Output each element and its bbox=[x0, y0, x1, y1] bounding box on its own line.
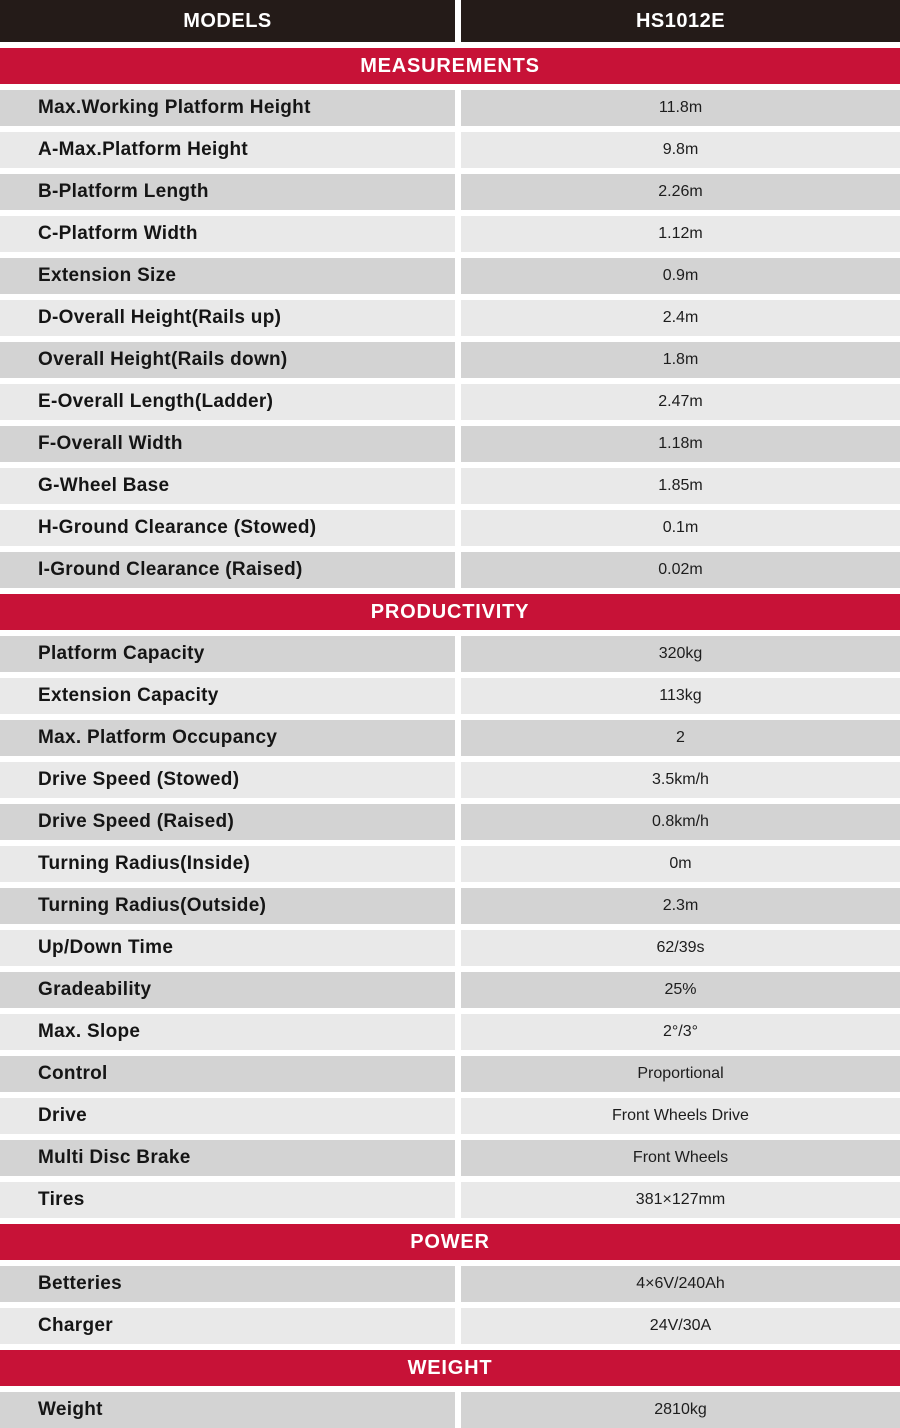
spec-label: Turning Radius(Outside) bbox=[0, 888, 455, 924]
section-title: MEASUREMENTS bbox=[360, 54, 540, 77]
spec-label: Max.Working Platform Height bbox=[0, 90, 455, 126]
spec-value: 25% bbox=[461, 972, 900, 1008]
spec-row bbox=[0, 90, 900, 126]
spec-value: 2.3m bbox=[461, 888, 900, 924]
section-title: PRODUCTIVITY bbox=[370, 600, 530, 623]
spec-label: Multi Disc Brake bbox=[0, 1140, 455, 1176]
spec-table-body bbox=[0, 48, 900, 1428]
spec-value: Front Wheels bbox=[461, 1140, 900, 1176]
spec-label: Overall Height(Rails down) bbox=[0, 342, 455, 378]
spec-label: C-Platform Width bbox=[0, 216, 455, 252]
section-title: POWER bbox=[410, 1230, 490, 1253]
spec-value: 24V/30A bbox=[461, 1308, 900, 1344]
spec-value: 9.8m bbox=[461, 132, 900, 168]
spec-value: 2810kg bbox=[461, 1392, 900, 1428]
spec-value: 2.4m bbox=[461, 300, 900, 336]
spec-row bbox=[0, 342, 900, 378]
spec-row bbox=[0, 804, 900, 840]
spec-value: 0.1m bbox=[461, 510, 900, 546]
spec-row bbox=[0, 1308, 900, 1344]
spec-row bbox=[0, 510, 900, 546]
spec-row bbox=[0, 1392, 900, 1428]
section-header-power bbox=[0, 1224, 900, 1260]
spec-row bbox=[0, 1140, 900, 1176]
spec-value: 320kg bbox=[461, 636, 900, 672]
section-header-productivity bbox=[0, 594, 900, 630]
spec-value: 4×6V/240Ah bbox=[461, 1266, 900, 1302]
model-name-cell: HS1012E bbox=[461, 0, 900, 42]
spec-label: D-Overall Height(Rails up) bbox=[0, 300, 455, 336]
spec-row bbox=[0, 1182, 900, 1218]
spec-row bbox=[0, 216, 900, 252]
spec-label: Weight bbox=[0, 1392, 455, 1428]
spec-label: E-Overall Length(Ladder) bbox=[0, 384, 455, 420]
spec-label: Platform Capacity bbox=[0, 636, 455, 672]
spec-value: 62/39s bbox=[461, 930, 900, 966]
spec-row bbox=[0, 972, 900, 1008]
spec-value: 0m bbox=[461, 846, 900, 882]
spec-value: 1.8m bbox=[461, 342, 900, 378]
spec-row bbox=[0, 720, 900, 756]
section-header-weight bbox=[0, 1350, 900, 1386]
spec-value: Front Wheels Drive bbox=[461, 1098, 900, 1134]
spec-label: Drive bbox=[0, 1098, 455, 1134]
spec-label: F-Overall Width bbox=[0, 426, 455, 462]
spec-row bbox=[0, 1014, 900, 1050]
spec-value: 381×127mm bbox=[461, 1182, 900, 1218]
spec-label: Control bbox=[0, 1056, 455, 1092]
section-header-measurements bbox=[0, 48, 900, 84]
spec-row bbox=[0, 1098, 900, 1134]
spec-label: Drive Speed (Stowed) bbox=[0, 762, 455, 798]
spec-value: 0.8km/h bbox=[461, 804, 900, 840]
spec-value: 3.5km/h bbox=[461, 762, 900, 798]
spec-value: 113kg bbox=[461, 678, 900, 714]
spec-row bbox=[0, 846, 900, 882]
spec-label: H-Ground Clearance (Stowed) bbox=[0, 510, 455, 546]
spec-row bbox=[0, 888, 900, 924]
section-title: WEIGHT bbox=[407, 1356, 493, 1379]
spec-label: G-Wheel Base bbox=[0, 468, 455, 504]
spec-label: Tires bbox=[0, 1182, 455, 1218]
spec-row bbox=[0, 132, 900, 168]
spec-row bbox=[0, 1056, 900, 1092]
spec-value: 2 bbox=[461, 720, 900, 756]
models-header-label: MODELS bbox=[0, 0, 455, 42]
spec-value: 1.85m bbox=[461, 468, 900, 504]
spec-label: Charger bbox=[0, 1308, 455, 1344]
spec-row bbox=[0, 300, 900, 336]
spec-label: Extension Size bbox=[0, 258, 455, 294]
spec-row bbox=[0, 930, 900, 966]
spec-label: Gradeability bbox=[0, 972, 455, 1008]
spec-label: A-Max.Platform Height bbox=[0, 132, 455, 168]
spec-value: Proportional bbox=[461, 1056, 900, 1092]
spec-label: Drive Speed (Raised) bbox=[0, 804, 455, 840]
spec-row bbox=[0, 762, 900, 798]
spec-label: Max. Slope bbox=[0, 1014, 455, 1050]
spec-row bbox=[0, 636, 900, 672]
spec-value: 1.18m bbox=[461, 426, 900, 462]
spec-label: Betteries bbox=[0, 1266, 455, 1302]
spec-value: 2°/3° bbox=[461, 1014, 900, 1050]
spec-row bbox=[0, 468, 900, 504]
spec-value: 0.9m bbox=[461, 258, 900, 294]
spec-row bbox=[0, 678, 900, 714]
spec-value: 2.47m bbox=[461, 384, 900, 420]
spec-row bbox=[0, 384, 900, 420]
spec-label: I-Ground Clearance (Raised) bbox=[0, 552, 455, 588]
spec-label: Turning Radius(Inside) bbox=[0, 846, 455, 882]
spec-value: 0.02m bbox=[461, 552, 900, 588]
spec-label: Max. Platform Occupancy bbox=[0, 720, 455, 756]
spec-value: 2.26m bbox=[461, 174, 900, 210]
spec-value: 11.8m bbox=[461, 90, 900, 126]
models-header-row bbox=[0, 0, 900, 42]
spec-value: 1.12m bbox=[461, 216, 900, 252]
spec-label: Up/Down Time bbox=[0, 930, 455, 966]
spec-label: B-Platform Length bbox=[0, 174, 455, 210]
spec-row bbox=[0, 258, 900, 294]
spec-label: Extension Capacity bbox=[0, 678, 455, 714]
spec-row bbox=[0, 1266, 900, 1302]
spec-row bbox=[0, 426, 900, 462]
spec-row bbox=[0, 174, 900, 210]
spec-row bbox=[0, 552, 900, 588]
